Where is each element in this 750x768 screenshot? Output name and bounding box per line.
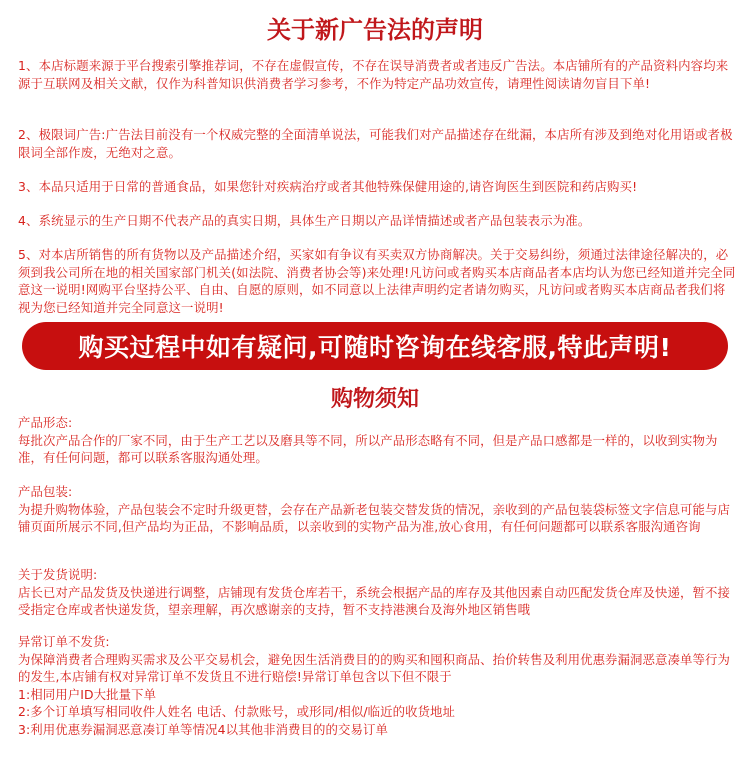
consult-banner bbox=[22, 322, 728, 370]
section-body: 为保障消费者合理购买需求及公平交易机会，避免因生活消费目的的购买和囤积商品、抬价转售及利用优惠券漏洞恶意凑单等行为的发生,本店铺有权对异常订单不发货且不进行赔偿!异常订单包含以下但不限于 bbox=[18, 651, 730, 685]
shopping-title: 购物须知 bbox=[330, 387, 419, 412]
section-body: 每批次产品合作的厂家不同，由于生产工艺以及磨具等不同，所以产品形态略有不同，但是产品口感都是一样的，以收到实物为准，有任何问题，都可以联系客服沟通处理。 bbox=[18, 432, 718, 466]
list-item: 3:利用优惠券漏洞恶意凑订单等情况4以其他非消费目的的交易订单 bbox=[18, 721, 388, 737]
section-product-form bbox=[18, 414, 740, 467]
notice-title: 关于新广告法的声明 bbox=[267, 16, 483, 44]
notice-item-2: 2、极限词广告:广告法目前没有一个权威完整的全面清单说法，可能我们对产品描述存在纰漏，本店所有涉及到绝对化用语或者极限词全部作废，无绝对之意。 bbox=[18, 127, 733, 160]
notice-item-1: 1、本店标题来源于平台搜索引擎推荐词，不存在虚假宣传，不存在误导消费者或者违反广告法。本店铺所有的产品资料内容均来源于互联网及相关文献，仅作为科普知识供消费者学习参考，不作为特定产品功效宣传，请理性阅读请勿盲目下单! bbox=[18, 58, 729, 91]
section-body: 店长已对产品发货及快递进行调整，店铺现有发货仓库若干，系统会根据产品的库存及其他因素自动匹配发货仓库及快递，暂不接受指定仓库或者快递发货，望亲理解，再次感谢亲的支持，暂不支持港澳台及海外地区销售哦 bbox=[18, 584, 730, 618]
notice-item-3: 3、本品只适用于日常的普通食品，如果您针对疾病治疗或者其他特殊保健用途的,请咨询医生到医院和药店购买! bbox=[18, 179, 638, 194]
section-heading: 关于发货说明: bbox=[18, 567, 98, 582]
section-abnormal-orders bbox=[18, 633, 740, 739]
notice-item-5: 5、对本店所销售的所有货物以及产品描述介绍，买家如有争议有买卖双方协商解决。关于交易纠纷，须通过法律途径解决的，必须到我公司所在地的相关国家部门机关(如法院、消费者协会等)来处理!凡访问或者购买本店商品者本店均认为您已经知道并完全同意这一说明!网购平台坚持公平、自由、自愿的原则，如不同意以上法律声明约定者请勿购买，凡访问或者购买本店商品者我们将视为您已经知道并完全同意这一说明! bbox=[18, 247, 736, 315]
list-item: 2:多个订单填写相同收件人姓名 电话、付款账号，或形同/相似/临近的收货地址 bbox=[18, 704, 456, 720]
consult-banner-text: 购买过程中如有疑问,可随时咨询在线客服,特此声明! bbox=[78, 333, 672, 362]
section-heading: 产品形态: bbox=[18, 415, 73, 430]
notice-item-4: 4、系统显示的生产日期不代表产品的真实日期，具体生产日期以产品详情描述或者产品包装表示为准。 bbox=[18, 213, 591, 228]
section-body: 为提升购物体验，产品包装会不定时升级更替，会存在产品新老包装交替发货的情况，亲收到的产品包装袋标签文字信息可能与店铺页面所展示不同,但产品均为正品，不影响品质，以亲收到的实物产品为准,放心食用，有任何问题都可以联系客服沟通咨询 bbox=[18, 501, 730, 535]
list-item: 1:相同用户ID大批量下单 bbox=[18, 686, 157, 702]
section-product-packaging bbox=[18, 483, 740, 536]
section-shipping-notes bbox=[18, 566, 740, 619]
section-heading: 异常订单不发货: bbox=[18, 634, 110, 649]
section-heading: 产品包装: bbox=[18, 484, 73, 499]
